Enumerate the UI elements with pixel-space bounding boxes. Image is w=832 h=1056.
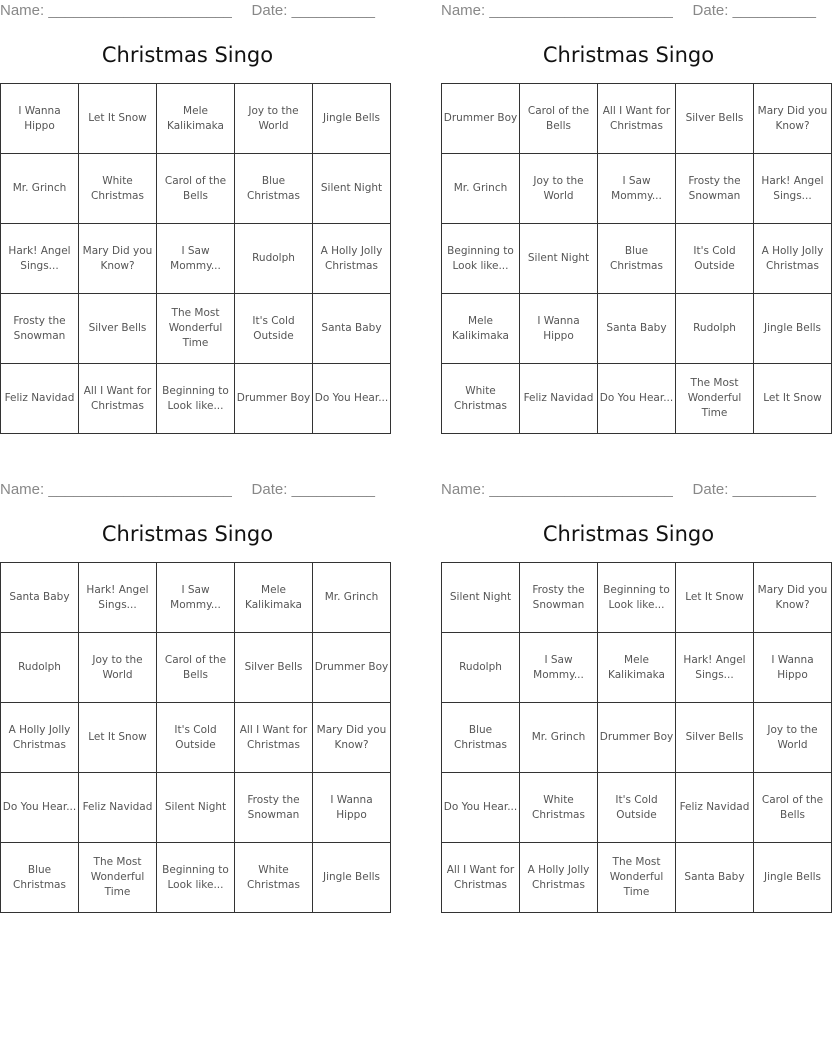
card-title: Christmas Singo	[542, 522, 715, 546]
bingo-card	[0, 0, 389, 440]
grid-cell: The Most Wonderful Time	[598, 843, 676, 913]
grid-cell: Silver Bells	[79, 294, 157, 364]
bingo-grid	[0, 83, 391, 434]
name-field: Name: ______________________	[0, 481, 232, 498]
grid-cell: Drummer Boy	[313, 633, 391, 703]
grid-cell: Do You Hear...	[442, 773, 520, 843]
bingo-card	[0, 479, 389, 919]
grid-row	[1, 364, 391, 434]
grid-cell: The Most Wonderful Time	[79, 843, 157, 913]
grid-row	[1, 224, 391, 294]
grid-cell: Drummer Boy	[442, 84, 520, 154]
grid-cell: I Wanna Hippo	[754, 633, 832, 703]
grid-cell: It's Cold Outside	[157, 703, 235, 773]
grid-cell: Mr. Grinch	[1, 154, 79, 224]
grid-row	[1, 843, 391, 913]
grid-cell: Santa Baby	[313, 294, 391, 364]
grid-cell: I Saw Mommy...	[520, 633, 598, 703]
grid-cell: A Holly Jolly Christmas	[313, 224, 391, 294]
grid-cell: The Most Wonderful Time	[676, 364, 754, 434]
grid-cell: Let It Snow	[676, 563, 754, 633]
name-field: Name: ______________________	[441, 2, 673, 19]
grid-cell: Feliz Navidad	[676, 773, 754, 843]
grid-cell: It's Cold Outside	[235, 294, 313, 364]
grid-row	[442, 84, 832, 154]
grid-cell: Mary Did you Know?	[754, 563, 832, 633]
grid-row	[442, 563, 832, 633]
grid-cell: Santa Baby	[676, 843, 754, 913]
grid-cell: Frosty the Snowman	[676, 154, 754, 224]
grid-cell: Frosty the Snowman	[1, 294, 79, 364]
grid-cell: Silent Night	[157, 773, 235, 843]
bingo-grid	[0, 562, 391, 913]
grid-row	[1, 563, 391, 633]
grid-cell: Rudolph	[442, 633, 520, 703]
grid-cell: Mele Kalikimaka	[598, 633, 676, 703]
grid-row	[442, 364, 832, 434]
grid-cell: Let It Snow	[79, 84, 157, 154]
grid-cell: Mr. Grinch	[313, 563, 391, 633]
grid-cell: A Holly Jolly Christmas	[1, 703, 79, 773]
grid-cell: Drummer Boy	[598, 703, 676, 773]
grid-row	[442, 843, 832, 913]
grid-cell: Beginning to Look like...	[442, 224, 520, 294]
grid-cell: Do You Hear...	[598, 364, 676, 434]
date-field: Date: __________	[251, 481, 375, 498]
grid-row	[442, 703, 832, 773]
grid-cell: White Christmas	[520, 773, 598, 843]
grid-cell: All I Want for Christmas	[442, 843, 520, 913]
grid-cell: Mr. Grinch	[442, 154, 520, 224]
grid-cell: Mele Kalikimaka	[235, 563, 313, 633]
grid-cell: Beginning to Look like...	[598, 563, 676, 633]
grid-row	[1, 154, 391, 224]
grid-cell: Frosty the Snowman	[520, 563, 598, 633]
grid-cell: Rudolph	[676, 294, 754, 364]
grid-cell: Feliz Navidad	[520, 364, 598, 434]
grid-cell: Joy to the World	[79, 633, 157, 703]
grid-cell: Joy to the World	[235, 84, 313, 154]
grid-cell: White Christmas	[235, 843, 313, 913]
grid-cell: Joy to the World	[520, 154, 598, 224]
grid-row	[1, 703, 391, 773]
grid-cell: All I Want for Christmas	[598, 84, 676, 154]
grid-row	[1, 294, 391, 364]
grid-cell: The Most Wonderful Time	[157, 294, 235, 364]
grid-cell: Blue Christmas	[235, 154, 313, 224]
grid-cell: It's Cold Outside	[676, 224, 754, 294]
bingo-grid	[441, 83, 832, 434]
grid-cell: Hark! Angel Sings...	[79, 563, 157, 633]
grid-cell: Silver Bells	[235, 633, 313, 703]
grid-cell: I Wanna Hippo	[313, 773, 391, 843]
grid-cell: Blue Christmas	[1, 843, 79, 913]
grid-cell: A Holly Jolly Christmas	[754, 224, 832, 294]
grid-cell: Jingle Bells	[313, 84, 391, 154]
bingo-card	[441, 0, 828, 440]
grid-cell: Carol of the Bells	[754, 773, 832, 843]
grid-cell: I Saw Mommy...	[157, 563, 235, 633]
grid-cell: Do You Hear...	[313, 364, 391, 434]
grid-cell: Blue Christmas	[598, 224, 676, 294]
date-field: Date: __________	[692, 2, 816, 19]
card-title: Christmas Singo	[101, 522, 274, 546]
grid-row	[442, 773, 832, 843]
grid-cell: White Christmas	[442, 364, 520, 434]
grid-cell: Silent Night	[520, 224, 598, 294]
grid-cell: I Saw Mommy...	[157, 224, 235, 294]
grid-cell: Jingle Bells	[313, 843, 391, 913]
grid-row	[1, 633, 391, 703]
grid-cell: Carol of the Bells	[157, 154, 235, 224]
bingo-card	[441, 479, 828, 919]
grid-cell: Joy to the World	[754, 703, 832, 773]
card-title: Christmas Singo	[542, 43, 715, 67]
grid-row	[1, 773, 391, 843]
grid-cell: Mele Kalikimaka	[157, 84, 235, 154]
grid-cell: Hark! Angel Sings...	[1, 224, 79, 294]
grid-cell: Santa Baby	[598, 294, 676, 364]
grid-cell: Blue Christmas	[442, 703, 520, 773]
grid-cell: Hark! Angel Sings...	[754, 154, 832, 224]
grid-cell: Mary Did you Know?	[79, 224, 157, 294]
grid-cell: Mary Did you Know?	[313, 703, 391, 773]
grid-cell: I Wanna Hippo	[520, 294, 598, 364]
grid-cell: Silent Night	[442, 563, 520, 633]
grid-cell: Frosty the Snowman	[235, 773, 313, 843]
name-field: Name: ______________________	[0, 2, 232, 19]
grid-cell: Carol of the Bells	[520, 84, 598, 154]
grid-cell: Mary Did you Know?	[754, 84, 832, 154]
card-title: Christmas Singo	[101, 43, 274, 67]
grid-row	[442, 633, 832, 703]
grid-cell: I Wanna Hippo	[1, 84, 79, 154]
grid-cell: It's Cold Outside	[598, 773, 676, 843]
grid-cell: A Holly Jolly Christmas	[520, 843, 598, 913]
grid-cell: Feliz Navidad	[1, 364, 79, 434]
grid-cell: White Christmas	[79, 154, 157, 224]
grid-cell: Beginning to Look like...	[157, 364, 235, 434]
grid-cell: Beginning to Look like...	[157, 843, 235, 913]
grid-row	[442, 224, 832, 294]
grid-cell: I Saw Mommy...	[598, 154, 676, 224]
bingo-grid	[441, 562, 832, 913]
grid-row	[442, 294, 832, 364]
grid-cell: All I Want for Christmas	[79, 364, 157, 434]
grid-cell: Silver Bells	[676, 703, 754, 773]
grid-cell: Drummer Boy	[235, 364, 313, 434]
date-field: Date: __________	[251, 2, 375, 19]
grid-cell: All I Want for Christmas	[235, 703, 313, 773]
grid-cell: Jingle Bells	[754, 294, 832, 364]
grid-cell: Carol of the Bells	[157, 633, 235, 703]
grid-cell: Mr. Grinch	[520, 703, 598, 773]
grid-cell: Mele Kalikimaka	[442, 294, 520, 364]
grid-cell: Silver Bells	[676, 84, 754, 154]
grid-cell: Hark! Angel Sings...	[676, 633, 754, 703]
grid-cell: Rudolph	[1, 633, 79, 703]
grid-cell: Let It Snow	[754, 364, 832, 434]
grid-cell: Santa Baby	[1, 563, 79, 633]
grid-row	[442, 154, 832, 224]
grid-cell: Rudolph	[235, 224, 313, 294]
date-field: Date: __________	[692, 481, 816, 498]
grid-cell: Jingle Bells	[754, 843, 832, 913]
grid-cell: Do You Hear...	[1, 773, 79, 843]
grid-row	[1, 84, 391, 154]
grid-cell: Let It Snow	[79, 703, 157, 773]
name-field: Name: ______________________	[441, 481, 673, 498]
grid-cell: Silent Night	[313, 154, 391, 224]
grid-cell: Feliz Navidad	[79, 773, 157, 843]
